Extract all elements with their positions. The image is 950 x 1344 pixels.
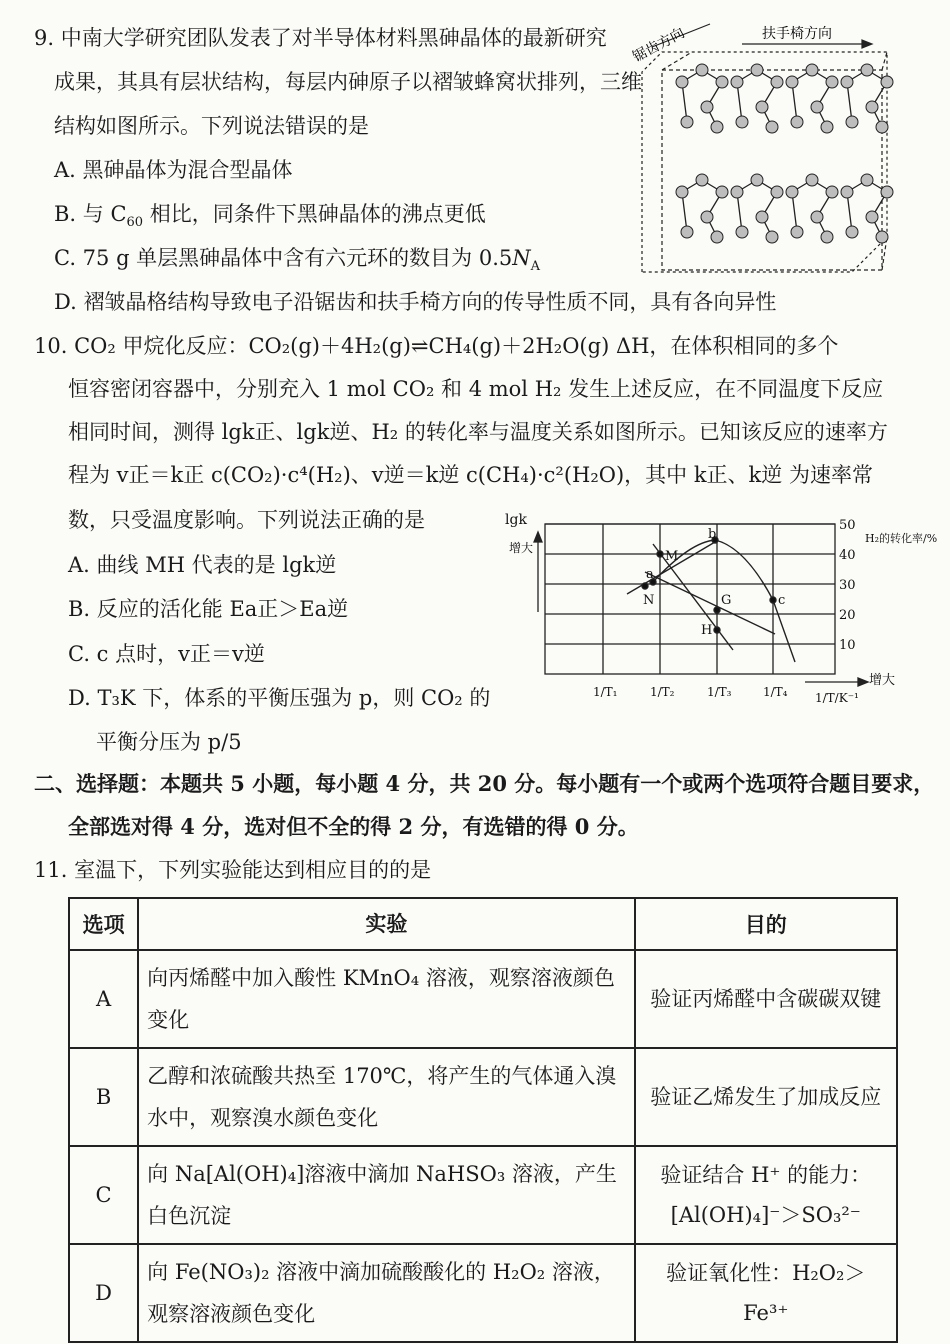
black-arsenic-crystal-figure (632, 22, 902, 277)
row-experiment: 向 Fe(NO₃)₂ 溶液中滴加硫酸酸化的 H₂O₂ 溶液，观察溶液颜色变化 (138, 1244, 634, 1342)
arsenic-atom (786, 76, 798, 88)
arsenic-atom (756, 211, 768, 223)
x-axis-label: 1/T/K⁻¹ (815, 691, 859, 705)
arsenic-atom (766, 121, 778, 133)
point-label-H: H (701, 623, 713, 638)
arsenic-atom (766, 231, 778, 243)
table-row (69, 1048, 897, 1146)
point-label-a: a (646, 567, 654, 582)
right-tick-label: 20 (839, 608, 856, 623)
q10-line-2: 恒容密闭容器中，分别充入 1 mol CO₂ 和 4 mol H₂ 发生上述反应，在不同温度下反应 (68, 377, 884, 401)
header-purpose: 目的 (635, 898, 897, 950)
x-tick-label: 1/T₄ (763, 685, 788, 699)
arsenic-atom (731, 186, 743, 198)
arsenic-atom (876, 231, 888, 243)
q9-option-c-text: C. 75 g 单层黑砷晶体中含有六元环的数目为 0.5 (54, 246, 513, 270)
row-purpose: 验证氧化性：H₂O₂＞Fe³⁺ (635, 1244, 897, 1342)
x-tick-label: 1/T₂ (650, 685, 675, 699)
x-tick-label: 1/T₁ (593, 685, 618, 699)
row-purpose: 验证丙烯醛中含碳碳双键 (635, 950, 897, 1048)
row-purpose: 验证结合 H⁺ 的能力：[Al(OH)₄]⁻＞SO₃²⁻ (635, 1146, 897, 1244)
armchair-direction-label: 扶手椅方向 (762, 26, 832, 42)
table-row (69, 1146, 897, 1244)
q10-option-c: C. c 点时，v正＝v逆 (68, 642, 265, 666)
right-tick-label: 30 (839, 578, 856, 593)
right-tick-label: 50 (839, 518, 856, 533)
row-experiment: 乙醇和浓硫酸共热至 170℃，将产生的气体通入溴水中，观察溴水颜色变化 (138, 1048, 634, 1146)
header-option: 选项 (69, 898, 138, 950)
arsenic-atom (846, 116, 858, 128)
arsenic-atom (821, 231, 833, 243)
point-label-G: G (721, 593, 732, 608)
x-axis-arrowhead (858, 678, 868, 686)
arsenic-atom (876, 121, 888, 133)
arsenic-atom (866, 211, 878, 223)
zigzag-direction-label: 锯齿方向 (630, 25, 688, 66)
table-row (69, 950, 897, 1048)
q9-option-d: D. 褶皱晶格结构导致电子沿锯齿和扶手椅方向的传导性质不同，具有各向异性 (54, 290, 777, 314)
q9-option-b-text: 相比，同条件下黑砷晶体的沸点更低 (143, 202, 486, 226)
arsenic-atom (866, 101, 878, 113)
row-option: D (69, 1244, 138, 1342)
right-tick-label: 40 (839, 548, 856, 563)
arsenic-atom (881, 76, 893, 88)
arsenic-atom (811, 101, 823, 113)
arsenic-atom (716, 186, 728, 198)
arsenic-atom (681, 226, 693, 238)
data-point-G (714, 607, 720, 613)
row-experiment: 向 Na[Al(OH)₄]溶液中滴加 NaHSO₃ 溶液，产生白色沉淀 (138, 1146, 634, 1244)
table-header-row (69, 898, 897, 950)
arsenic-atom (716, 76, 728, 88)
arsenic-atom (676, 186, 688, 198)
arsenic-atom (696, 174, 708, 186)
q9-option-c-n: N (512, 246, 531, 270)
q10-line-4: 程为 v正＝k正 c(CO₂)·c⁴(H₂)、v逆＝k逆 c(CH₄)·c²(H₂O)，其中 k正、k逆 为速率常 (68, 463, 873, 487)
arsenic-atom (786, 186, 798, 198)
q9-option-b-sub: 60 (126, 215, 144, 231)
data-point-N (642, 583, 648, 589)
q11-stem: 11. 室温下，下列实验能达到相应目的的是 (34, 858, 432, 882)
q9-option-c (54, 244, 541, 275)
arsenic-atom (861, 64, 873, 76)
experiment-table (68, 897, 898, 1343)
q9-stem-line-1: 9. 中南大学研究团队发表了对半导体材料黑砷晶体的最新研究 (34, 26, 607, 50)
y-axis-label-left: lgk (505, 512, 527, 528)
right-tick-label: 10 (839, 638, 856, 653)
data-point-M (657, 551, 663, 557)
section-2-heading: 二、选择题：本题共 5 小题，每小题 4 分，共 20 分。每小题有一个或两个选项符合题目要求， (34, 771, 935, 796)
q10-line-1: 10. CO₂ 甲烷化反应：CO₂(g)＋4H₂(g)⇌CH₄(g)＋2H₂O(g) ΔH，在体积相同的多个 (34, 334, 839, 358)
arsenic-atom (806, 64, 818, 76)
arsenic-atom (676, 76, 688, 88)
y-axis-arrowhead (534, 532, 542, 542)
data-point-H (714, 627, 720, 633)
q10-option-d-line-2: 平衡分压为 p/5 (96, 730, 242, 754)
arsenic-atom (811, 211, 823, 223)
q10-line-5: 数，只受温度影响。下列说法正确的是 (68, 508, 425, 532)
point-label-c: c (778, 593, 786, 608)
row-option: A (69, 950, 138, 1048)
q10-option-d-line-1: D. T₃K 下，体系的平衡压强为 p，则 CO₂ 的 (68, 686, 491, 710)
arsenic-atom (791, 226, 803, 238)
q10-option-a: A. 曲线 MH 代表的是 lgk逆 (68, 553, 337, 577)
arsenic-atom (736, 226, 748, 238)
table-row (69, 1244, 897, 1342)
arsenic-atom (751, 174, 763, 186)
data-point-c (770, 597, 776, 603)
section-2-scoring: 全部选对得 4 分，选对但不全的得 2 分，有选错的得 0 分。 (68, 814, 639, 839)
arsenic-atom (711, 231, 723, 243)
arsenic-atom (711, 121, 723, 133)
q9-option-a: A. 黑砷晶体为混合型晶体 (54, 158, 293, 182)
arsenic-atom (731, 76, 743, 88)
y-axis-label-right: H₂的转化率/% (865, 532, 938, 545)
point-label-M: M (665, 549, 679, 564)
arsenic-atom (696, 64, 708, 76)
arsenic-atom (826, 76, 838, 88)
row-experiment: 向丙烯醛中加入酸性 KMnO₄ 溶液，观察溶液颜色变化 (138, 950, 634, 1048)
arsenic-atom (701, 211, 713, 223)
y-axis-increase-label: 增大 (509, 541, 534, 555)
arsenic-atom (841, 76, 853, 88)
q9-option-c-sub: A (530, 259, 541, 275)
arsenic-atom (881, 186, 893, 198)
q9-option-b (54, 200, 486, 231)
row-option: C (69, 1146, 138, 1244)
arsenic-atom (681, 116, 693, 128)
point-label-b: b (708, 527, 717, 542)
header-experiment: 实验 (138, 898, 634, 950)
arsenic-atom (861, 174, 873, 186)
arsenic-atom (751, 64, 763, 76)
arsenic-atom (771, 186, 783, 198)
arsenic-atom (846, 226, 858, 238)
arsenic-atom (701, 101, 713, 113)
arsenic-atom (821, 121, 833, 133)
arsenic-atom (771, 76, 783, 88)
arsenic-atom (806, 174, 818, 186)
x-axis-increase-label: 增大 (869, 673, 896, 688)
row-purpose: 验证乙烯发生了加成反应 (635, 1048, 897, 1146)
arsenic-atom-lattice (676, 64, 893, 243)
q9-option-b-prefix: B. 与 C (54, 202, 127, 226)
point-label-N: N (643, 593, 655, 608)
x-tick-label: 1/T₃ (707, 685, 732, 699)
arsenic-atom (841, 186, 853, 198)
arsenic-atom (756, 101, 768, 113)
q10-option-b: B. 反应的活化能 Ea正＞Ea逆 (68, 597, 349, 621)
q9-stem-line-3: 结构如图所示。下列说法错误的是 (54, 114, 369, 138)
row-option: B (69, 1048, 138, 1146)
rate-constant-conversion-chart (505, 512, 938, 717)
arsenic-atom (826, 186, 838, 198)
q9-stem-line-2: 成果，其具有层状结构，每层内砷原子以褶皱蜂窝状排列，三维 (54, 70, 642, 94)
arsenic-atom (791, 116, 803, 128)
arsenic-atom (736, 116, 748, 128)
q10-line-3: 相同时间，测得 lgk正、lgk逆、H₂ 的转化率与温度关系如图所示。已知该反应的速率方 (68, 420, 888, 444)
